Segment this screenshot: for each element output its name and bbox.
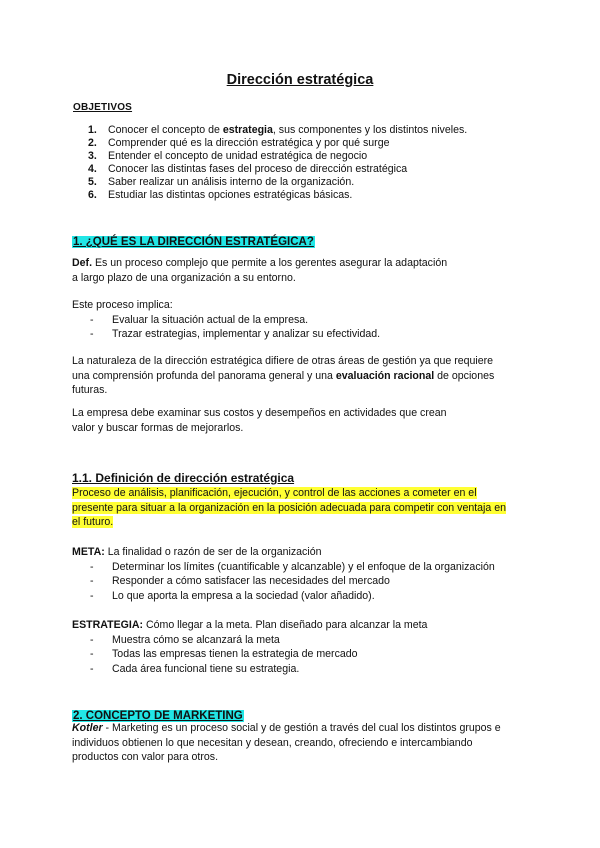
list-item: 5. Saber realizar un análisis interno de la organización. [88,176,355,188]
list-item: 4. Conocer las distintas fases del proceso de dirección estratégica [88,163,408,175]
section11-heading: 1.1. Definición de dirección estratégica [72,471,295,485]
list-item: 1. Conocer el concepto de estrategia, sus componentes y los distintos niveles. [88,124,468,136]
list-item: - Trazar estrategias, implementar y analizar su efectividad. [90,328,381,340]
list-item: 2. Comprender qué es la dirección estratégica y por qué surge [88,137,390,149]
strategy-block: ESTRATEGIA: Cómo llegar a la meta. Plan diseñado para alcanzar la meta - Muestra cómo se alcanzará la meta - Todas las empresas tienen la estrategia de mercado - Cada área funcional tiene su estrategia. [72,619,428,675]
list-item: - Cada área funcional tiene su estrategia. [90,662,300,675]
list-item: - Lo que aporta la empresa a la sociedad (valor añadido). [90,589,375,602]
meta-block: META: La finalidad o razón de ser de la organización - Determinar los límites (cuantificable y alcanzable) y el enfoque de la organización - Responder a cómo satisfacer las necesidades del mercado - Lo que aporta la empresa a la sociedad (valor añadido). [72,546,495,602]
marketing-paragraph: Kotler - Marketing es un proceso social y de gestión a través del cual los distintos grupos e individuos obtienen lo que necesitan y desean, creando, ofreciendo e intercambiando productos con valor para otros. [72,722,501,763]
highlighted-definition: Proceso de análisis, planificación, ejecución, y control de las acciones a cometer en el presente para situar a la organización en la posición adecuada para competir con ventaja en el futuro. [72,487,507,528]
section2-heading: 2. CONCEPTO DE MARKETING [73,710,243,722]
definition-paragraph: Def. Es un proceso complejo que permite a los gerentes asegurar la adaptación a largo plazo de una organización a su entorno. [72,257,448,284]
objectives-heading: OBJETIVOS [73,102,133,113]
list-item: - Responder a cómo satisfacer las necesidades del mercado [90,575,390,587]
company-paragraph: La empresa debe examinar sus costos y desempeños en actividades que crean valor y buscar formas de mejorarlos. [72,407,447,434]
list-item: - Muestra cómo se alcanzará la meta [90,633,280,646]
implies-block: Este proceso implica: - Evaluar la situación actual de la empresa. - Trazar estrategias, implementar y analizar su efectividad. [72,299,381,340]
section1-heading: 1. ¿QUÉ ES LA DIRECCIÓN ESTRATÉGICA? [73,236,314,248]
list-item: - Evaluar la situación actual de la empresa. [90,313,309,326]
list-item: - Determinar los límites (cuantificable y alcanzable) y el enfoque de la organización [90,560,495,573]
list-item: - Todas las empresas tienen la estrategia de mercado [90,648,358,660]
page-title: Dirección estratégica [226,72,374,88]
nature-paragraph: La naturaleza de la dirección estratégica difiere de otras áreas de gestión ya que requiere una comprensión profunda del panorama general y una evaluación racional de opciones futuras. [72,355,495,396]
list-item: 3. Entender el concepto de unidad estratégica de negocio [88,150,368,162]
list-item: 6. Estudiar las distintas opciones estratégicas básicas. [88,189,353,201]
objectives-list [88,124,467,202]
